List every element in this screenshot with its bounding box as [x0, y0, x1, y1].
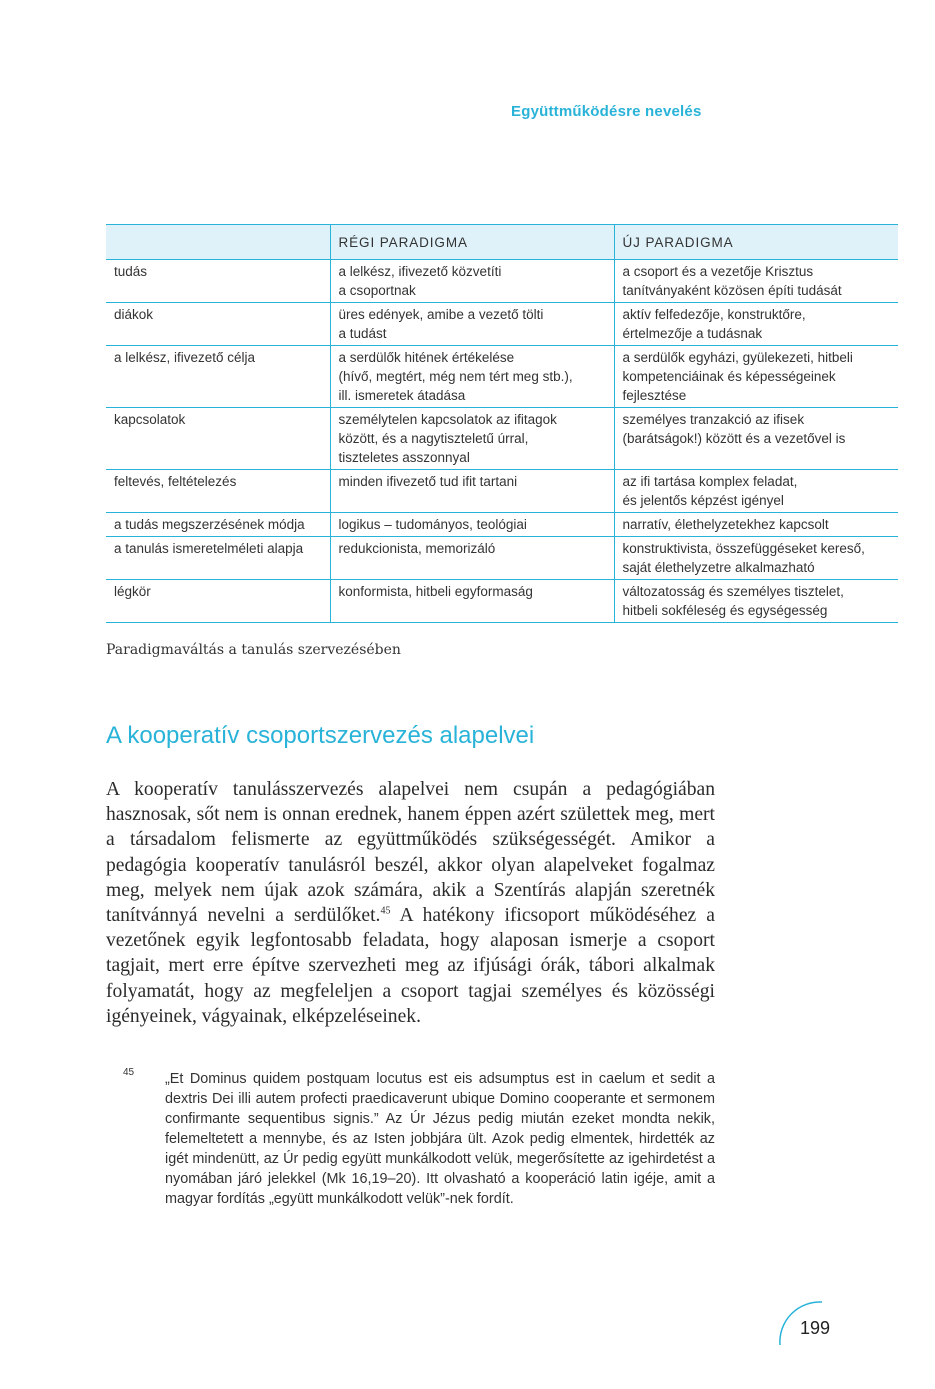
- new-paradigm-cell: konstruktivista, összefüggéseket kereső, saját élethelyzetre alkalmazható: [614, 537, 898, 580]
- column-header-empty: [106, 225, 330, 260]
- table-header-row: [106, 225, 898, 260]
- table-row: [106, 580, 898, 623]
- old-paradigm-cell: logikus – tudományos, teológiai: [330, 513, 614, 537]
- new-paradigm-cell: személyes tranzakció az ifisek (barátságok!) között és a vezetővel is: [614, 408, 898, 470]
- old-paradigm-cell: redukcionista, memorizáló: [330, 537, 614, 580]
- table-row: [106, 513, 898, 537]
- old-paradigm-cell: a lelkész, ifivezető közvetíti a csoportnak: [330, 260, 614, 303]
- table-caption: Paradigmaváltás a tanulás szervezésében: [106, 642, 401, 658]
- row-label: a tanulás ismeretelméleti alapja: [106, 537, 330, 580]
- row-label: légkör: [106, 580, 330, 623]
- new-paradigm-cell: a csoport és a vezetője Krisztus tanítványaként közösen építi tudását: [614, 260, 898, 303]
- footnote-reference[interactable]: 45: [380, 905, 391, 917]
- new-paradigm-cell: az ifi tartása komplex feladat, és jelentős képzést igényel: [614, 470, 898, 513]
- old-paradigm-cell: a serdülők hitének értékelése (hívő, megtért, még nem tért meg stb.), ill. ismeretek átadása: [330, 346, 614, 408]
- new-paradigm-cell: aktív felfedezője, konstruktőre, értelmezője a tudásnak: [614, 303, 898, 346]
- row-label: a tudás megszerzésének módja: [106, 513, 330, 537]
- footnote-text: „Et Dominus quidem postquam locutus est eis adsumptus est in caelum et sedit a dextris Dei illi autem profecti praedicaverunt ubique Domino cooperante et sermonem confirmante sequentibus signis.” Az Úr Jézus pedig miután ezeket mondta nekik, felemeltetett a mennybe, és az Isten jobbjára ült. Azok pedig elmentek, hirdették az igét mindenütt, az Úr pedig együtt munkálkodott velük, megerősítette az igehirdetést a nyomában járó jelekkel (Mk 16,19–20). Itt olvasható a kooperáció latin igéje, amit a magyar fordítás „együtt munkálkodott velük”-nek fordít.: [165, 1071, 715, 1207]
- table-row: [106, 260, 898, 303]
- table-body: [106, 260, 898, 623]
- table-row: [106, 408, 898, 470]
- column-header-old-paradigm: RÉGI PARADIGMA: [330, 225, 614, 260]
- row-label: diákok: [106, 303, 330, 346]
- row-label: feltevés, feltételezés: [106, 470, 330, 513]
- table-row: [106, 346, 898, 408]
- row-label: tudás: [106, 260, 330, 303]
- page-number: 199: [800, 1318, 831, 1338]
- paradigm-table: [106, 224, 898, 623]
- old-paradigm-cell: minden ifivezető tud ifit tartani: [330, 470, 614, 513]
- body-paragraph: [106, 777, 715, 1029]
- footnote-number: 45: [123, 1067, 135, 1078]
- row-label: a lelkész, ifivezető célja: [106, 346, 330, 408]
- paragraph-text-part2: A hatékony ificsoport működéséhez a vezetőnek egyik legfontosabb feladata, hogy alaposan ismerje a csoport tagjait, mert erre építve szervezheti meg az ifjúsági órák, tábori alkalmak folyamatát, hogy az megfeleljen a csoport tagjai személyes és közösségi igényeinek, vágyainak, elképzeléseinek.: [106, 905, 715, 1027]
- old-paradigm-cell: személytelen kapcsolatok az ifitagok között, és a nagytiszteletű úrral, tiszteletes asszonnyal: [330, 408, 614, 470]
- old-paradigm-cell: üres edények, amibe a vezető tölti a tudást: [330, 303, 614, 346]
- table-row: [106, 537, 898, 580]
- table-row: [106, 303, 898, 346]
- table-row: [106, 470, 898, 513]
- row-label: kapcsolatok: [106, 408, 330, 470]
- new-paradigm-cell: a serdülők egyházi, gyülekezeti, hitbeli kompetenciáinak és képességeinek fejlesztése: [614, 346, 898, 408]
- section-heading: A kooperatív csoportszervezés alapelvei: [106, 722, 535, 749]
- running-header: Együttműködésre nevelés: [511, 103, 702, 120]
- paragraph-text-part1: A kooperatív tanulásszervezés alapelvei nem csupán a pedagógiában hasznosak, sőt nem is onnan erednek, hanem éppen azért születtek meg, mert a társadalom felismerte az együttműködés szükségességét. Amikor a pedagógia kooperatív tanulásról beszél, akkor olyan alapelveket fogalmaz meg, melyek nem újak azok számára, akik a Szentírás alapján szeretnék tanítvánnyá nevelni a serdülőket.: [106, 779, 715, 927]
- new-paradigm-cell: narratív, élethelyzetekhez kapcsolt: [614, 513, 898, 537]
- column-header-new-paradigm: ÚJ PARADIGMA: [614, 225, 898, 260]
- new-paradigm-cell: változatosság és személyes tisztelet, hitbeli sokféleség és egységesség: [614, 580, 898, 623]
- old-paradigm-cell: konformista, hitbeli egyformaság: [330, 580, 614, 623]
